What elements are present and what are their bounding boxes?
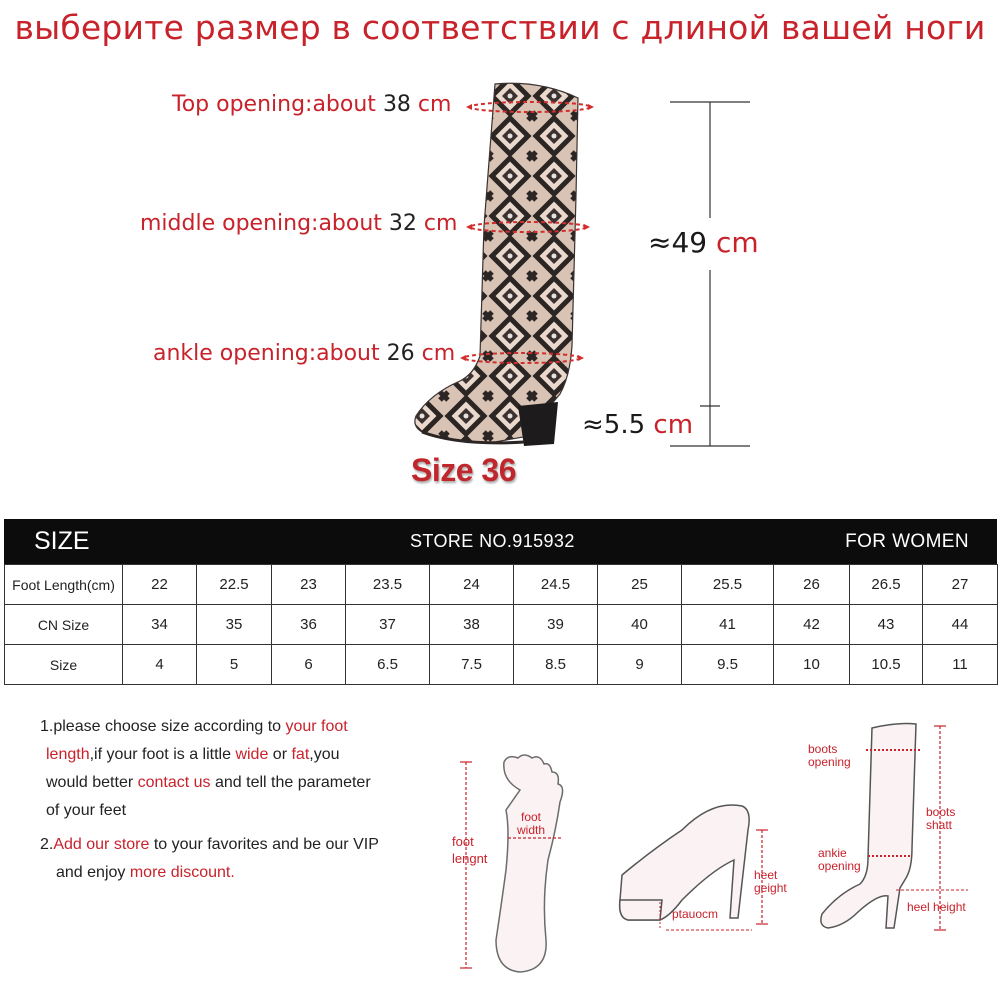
- header-store-number: STORE NO.915932: [410, 531, 575, 551]
- table-cell: 26: [774, 565, 850, 605]
- tip1-fat: fat: [291, 746, 310, 763]
- table-cell: 41: [682, 605, 774, 645]
- tip2-add-our-store: Add our store: [53, 836, 150, 853]
- table-cell: 8.5: [514, 645, 598, 685]
- platform-label: ptauocm: [672, 907, 719, 921]
- tip1-or: or: [268, 746, 292, 763]
- table-cell: 25: [598, 565, 682, 605]
- tip1-of-your-feet: of your feet: [46, 802, 127, 819]
- height-dimension-lines: [660, 98, 760, 450]
- table-cell: 24: [430, 565, 514, 605]
- row-header: Foot Length(cm): [5, 565, 123, 605]
- table-cell: 25.5: [682, 565, 774, 605]
- tip2-period: .: [230, 864, 235, 881]
- heel-height-unit: cm: [645, 410, 694, 440]
- top-opening-text: Top opening:about: [172, 92, 383, 117]
- boot-size-label: Size 36: [411, 452, 517, 488]
- middle-opening-value: 32: [388, 211, 417, 236]
- table-cell: 35: [197, 605, 272, 645]
- total-height-label: [648, 226, 759, 259]
- tip1-your-foot: your foot: [285, 718, 348, 735]
- table-cell: 22: [123, 565, 197, 605]
- tip1-contact-us: contact us: [137, 774, 211, 791]
- foot-width-line1: foot: [521, 810, 542, 824]
- tip1-wide: wide: [235, 746, 269, 763]
- heel-height-pump-label: [754, 869, 787, 895]
- foot-length-line1: foot: [452, 834, 474, 849]
- ankle-opening-unit: cm: [414, 341, 456, 366]
- top-opening-unit: cm: [410, 92, 452, 117]
- table-cell: 23: [272, 565, 346, 605]
- page-headline: выберите размер в соответствии с длиной вашей ноги: [14, 8, 986, 47]
- total-height-unit: cm: [707, 226, 759, 259]
- foot-length-label: [452, 833, 487, 867]
- table-cell: 36: [272, 605, 346, 645]
- tip1-you: ,you: [309, 746, 340, 763]
- ankle-opening-label: [153, 341, 455, 366]
- tip1-would-better: would better: [46, 774, 138, 791]
- table-row: [5, 565, 998, 605]
- table-cell: 24.5: [514, 565, 598, 605]
- boots-shaft-label: [926, 806, 955, 832]
- middle-opening-text: middle opening:about: [140, 211, 389, 236]
- table-cell: 7.5: [430, 645, 514, 685]
- boots-opening-line2: opening: [808, 755, 851, 769]
- tip2-more-discount: more discount: [129, 864, 231, 881]
- table-cell: 37: [346, 605, 430, 645]
- top-opening-value: 38: [382, 92, 411, 117]
- table-cell: 9.5: [682, 645, 774, 685]
- ankle-opening-text: ankle opening:about: [153, 341, 387, 366]
- boots-opening-line1: boots: [808, 742, 838, 756]
- heel-height-pump-line1: heet: [754, 868, 778, 882]
- boots-shaft-line2: shatt: [926, 818, 953, 832]
- ankle-opening-value: 26: [386, 341, 415, 366]
- heel-height-boot-label: heel height: [907, 900, 966, 914]
- table-cell: 9: [598, 645, 682, 685]
- table-cell: 26.5: [850, 565, 923, 605]
- foot-width-label: [517, 811, 545, 837]
- ankle-opening-diagram-line1: ankie: [818, 846, 847, 860]
- table-cell: 40: [598, 605, 682, 645]
- table-row: [5, 605, 998, 645]
- boots-opening-label: [808, 743, 851, 769]
- table-cell: 34: [123, 605, 197, 645]
- table-cell: 6.5: [346, 645, 430, 685]
- middle-opening-unit: cm: [416, 211, 458, 236]
- foot-length-line2: lengnt: [452, 851, 488, 866]
- header-size: SIZE: [34, 527, 90, 555]
- table-cell: 43: [850, 605, 923, 645]
- heel-height-value: ≈5.5: [582, 410, 646, 440]
- header-for-women: FOR WOMEN: [845, 531, 969, 552]
- foot-width-line2: width: [517, 823, 546, 837]
- table-row: [5, 645, 998, 685]
- table-cell: 38: [430, 605, 514, 645]
- table-cell: 10: [774, 645, 850, 685]
- size-table-header-bar: [4, 519, 997, 564]
- table-cell: 39: [514, 605, 598, 645]
- table-cell: 10.5: [850, 645, 923, 685]
- table-cell: 6: [272, 645, 346, 685]
- size-table: [4, 564, 998, 685]
- total-height-value: ≈49: [648, 226, 708, 259]
- heel-height-pump-line2: geight: [754, 881, 787, 895]
- row-header: CN Size: [5, 605, 123, 645]
- top-opening-label: [172, 92, 451, 117]
- table-cell: 4: [123, 645, 197, 685]
- table-cell: 11: [923, 645, 998, 685]
- table-cell: 42: [774, 605, 850, 645]
- ankle-opening-diagram-line2: opening: [818, 859, 861, 873]
- snakeskin-boot-photo: [400, 76, 600, 466]
- heel-height-label: [582, 410, 693, 440]
- tip1-tell-parameter: and tell the parameter: [210, 774, 371, 791]
- table-cell: 5: [197, 645, 272, 685]
- table-cell: 22.5: [197, 565, 272, 605]
- tip1-part-a: 1.please choose size according to: [40, 718, 286, 735]
- table-cell: 44: [923, 605, 998, 645]
- size-tip-2: [40, 831, 420, 887]
- tip1-length: length: [46, 746, 90, 763]
- tip2-and-enjoy: and enjoy: [56, 864, 130, 881]
- table-cell: 27: [923, 565, 998, 605]
- tip1-part-d: ,if your foot is a little: [89, 746, 236, 763]
- ankle-opening-diagram-label: [818, 847, 861, 873]
- row-header: Size: [5, 645, 123, 685]
- middle-opening-label: [140, 211, 457, 236]
- boots-shaft-line1: boots: [926, 805, 956, 819]
- table-cell: 23.5: [346, 565, 430, 605]
- tip2-favorites: to your favorites and be our VIP: [149, 836, 379, 853]
- size-tip-1: [40, 713, 420, 825]
- tip2-number: 2.: [40, 836, 54, 853]
